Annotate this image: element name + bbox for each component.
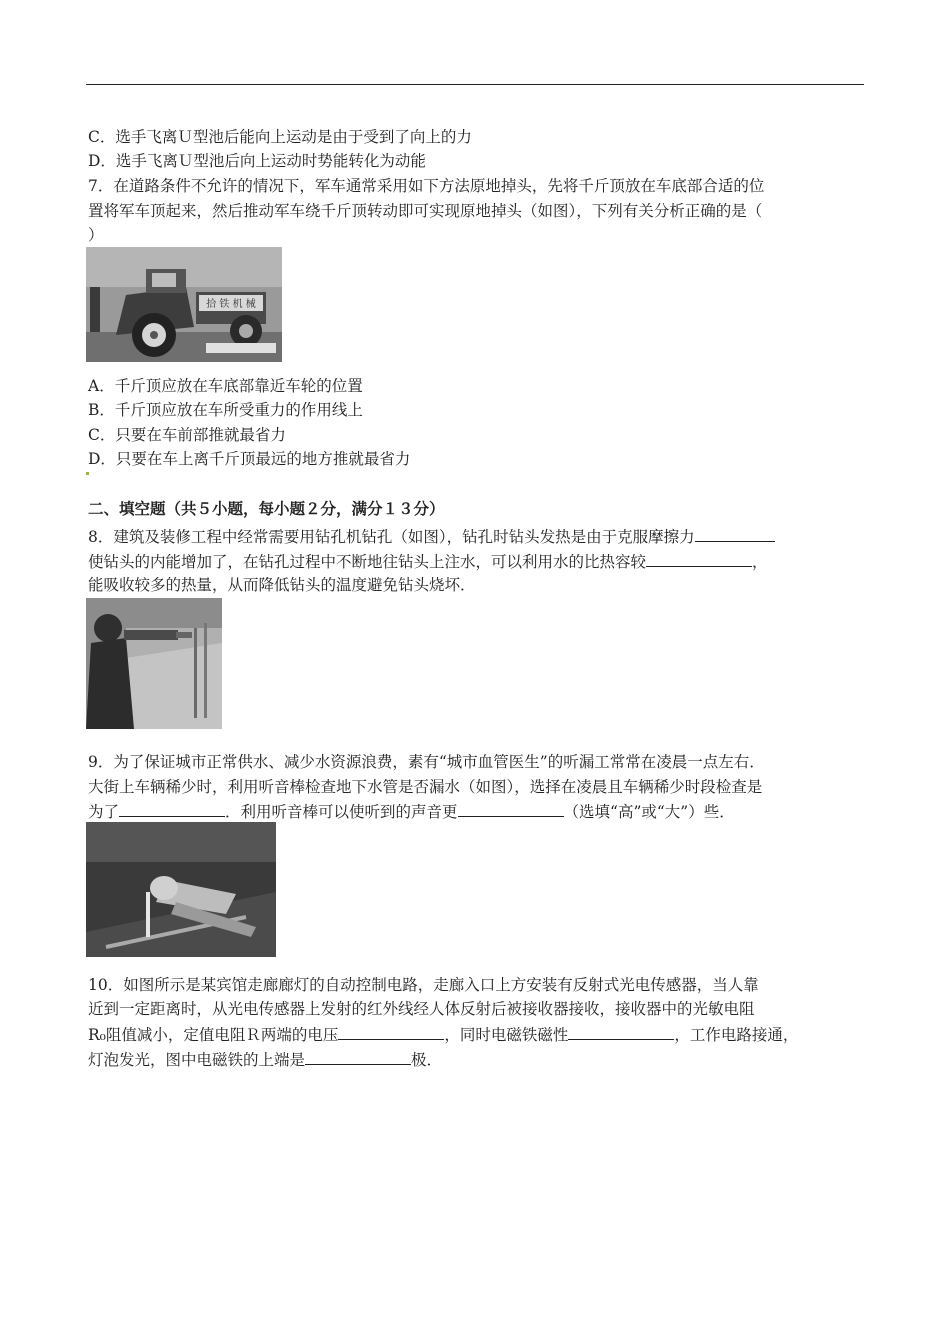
q7-stem-line3: ） bbox=[88, 226, 104, 244]
margin-mark bbox=[86, 472, 89, 475]
q10-blank-1[interactable] bbox=[338, 1024, 444, 1040]
q7-option-d: D．只要在车上离千斤顶最远的地方推就最省力 bbox=[88, 450, 411, 468]
q7-stem-line1: 7．在道路条件不允许的情况下，军车通常采用如下方法原地掉头，先将千斤顶放在车底部合适的位 bbox=[88, 177, 765, 195]
section2-heading: 二、填空题（共５小题，每小题２分，满分１３分） bbox=[88, 499, 445, 518]
q9-blank-2[interactable] bbox=[458, 801, 564, 817]
q10-line3: R₀阻值减小，定值电阻Ｒ两端的电压 ，同时电磁铁磁性 ，工作电路接通， bbox=[88, 1026, 799, 1044]
q8-blank-1[interactable] bbox=[695, 526, 775, 542]
q7-option-c: C．只要在车前部推就最省力 bbox=[88, 426, 286, 444]
q8-line1: 8．建筑及装修工程中经常需要用钻孔机钻孔（如图），钻孔时钻头发热是由于克服摩擦力 bbox=[88, 526, 775, 547]
truck-sign-text: 拾 铁 机 械 bbox=[206, 299, 256, 310]
q8-blank-2[interactable] bbox=[646, 551, 752, 567]
q7-option-a: A．千斤顶应放在车底部靠近车轮的位置 bbox=[88, 377, 363, 395]
q6-option-d: D．选手飞离Ｕ型池后向上运动时势能转化为动能 bbox=[88, 152, 426, 170]
q10-line4: 灯泡发光，图中电磁铁的上端是 极． bbox=[88, 1051, 443, 1069]
q8-line2: 使钻头的内能增加了，在钻孔过程中不断地往钻头上注水，可以利用水的比热容较 ， bbox=[88, 553, 768, 571]
q9-line3: 为了 ．利用听音棒可以使听到的声音更 （选填“高”或“大”）些． bbox=[88, 803, 735, 821]
q7-option-b: B．千斤顶应放在车所受重力的作用线上 bbox=[88, 401, 363, 419]
q10-blank-2[interactable] bbox=[568, 1024, 674, 1040]
drill-photo bbox=[86, 598, 222, 729]
q6-option-c: C．选手飞离Ｕ型池后能向上运动是由于受到了向上的力 bbox=[88, 128, 472, 146]
q9-line2: 大街上车辆稀少时，利用听音棒检查地下水管是否漏水（如图），选择在凌晨且车辆稀少时段检查是 bbox=[88, 778, 763, 796]
q7-stem-line2: 置将军车顶起来，然后推动军车绕千斤顶转动即可实现原地掉头（如图），下列有关分析正确的是（ bbox=[88, 202, 763, 220]
truck-photo bbox=[86, 247, 282, 362]
listening-rod-photo bbox=[86, 822, 276, 957]
q10-line2: 近到一定距离时，从光电传感器上发射的红外线经人体反射后被接收器接收，接收器中的光敏电阻 bbox=[88, 1000, 755, 1018]
q10-line1: 10．如图所示是某宾馆走廊廊灯的自动控制电路，走廊入口上方安装有反射式光电传感器，当人靠 bbox=[88, 976, 759, 994]
q9-line1: 9．为了保证城市正常供水、减少水资源浪费，素有“城市血管医生”的听漏工常常在凌晨一点左右． bbox=[88, 753, 765, 771]
header-rule bbox=[86, 84, 864, 85]
q9-blank-1[interactable] bbox=[119, 801, 225, 817]
q8-line3: 能吸收较多的热量，从而降低钻头的温度避免钻头烧坏． bbox=[88, 576, 476, 594]
q10-blank-3[interactable] bbox=[305, 1049, 411, 1065]
